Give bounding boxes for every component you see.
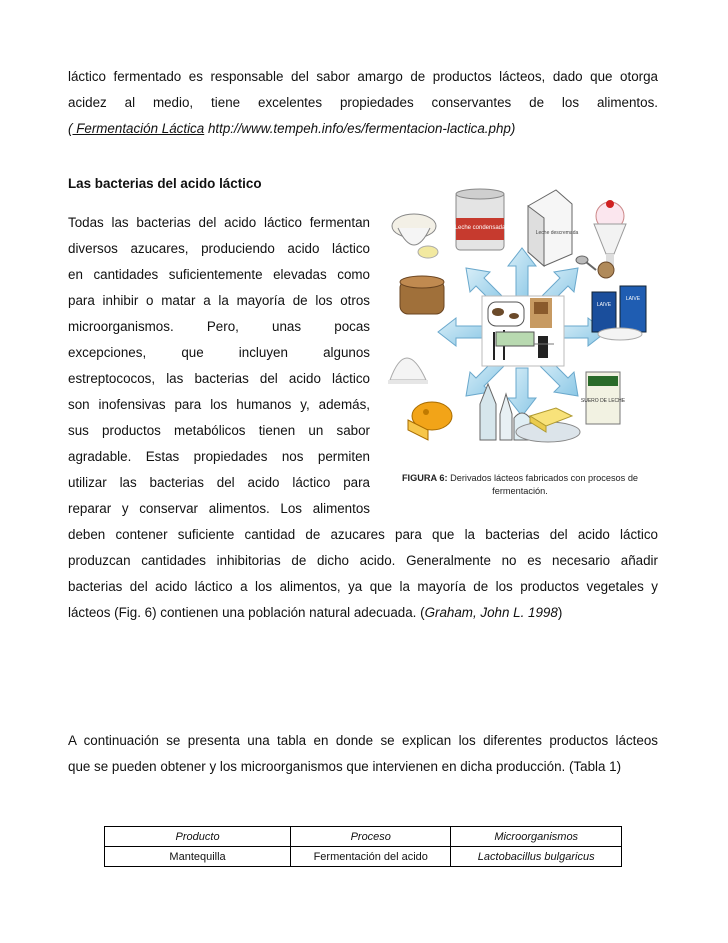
citation-close: ) — [557, 605, 563, 620]
graham-citation: Graham, John L. 1998 — [424, 605, 558, 620]
laive-label-1: LAIVE — [596, 302, 612, 308]
table-intro-line-1: A continuación se presenta una tabla en donde se explican los diferentes productos lácteos — [68, 733, 658, 748]
table-intro-line-2: que se pueden obtener y los microorganismos que intervienen en dicha producción. (Tabla 1) — [68, 759, 622, 774]
suero-label: SUERO DE LECHE — [580, 398, 626, 404]
left-line: microorganismos. Pero, unas pocas — [68, 319, 370, 334]
left-line: agradable. Estas propiedades nos permiten — [68, 449, 370, 464]
intro-line-1: láctico fermentado es responsable del sabor amargo de productos lácteos, dado que otorga — [68, 69, 658, 84]
body-line: produzcan cantidades inhibitorias de dicho acido. Generalmente no es necesario añadir — [68, 553, 658, 568]
cow-milking-icon — [482, 296, 564, 366]
arrow-down-icon — [508, 368, 536, 416]
left-line: son inofensivas para los humanos y, además, — [68, 397, 370, 412]
citation-open: ( — [68, 121, 73, 136]
body-line: bacterias del acido láctico a los alimentos, ya que la mayoría de los productos vegetales y — [68, 579, 658, 594]
caption-label: FIGURA 6: — [401, 473, 448, 483]
intro-line-2: acidez al medio, tiene excelentes propiedades conservantes de los alimentos. — [68, 95, 658, 110]
can-label: Leche condensada — [454, 225, 506, 231]
left-line: diversos azucares, produciendo acido láctico — [68, 241, 370, 256]
yogurt-icon — [392, 214, 438, 258]
left-line: para inhibir o matar a la mayoría de los otros — [68, 293, 370, 308]
dessert-cup-icon — [400, 276, 444, 314]
ice-cream-icon — [594, 200, 626, 268]
intro-citation — [68, 116, 658, 142]
condensed-milk-can-icon — [455, 189, 506, 250]
left-line: reparar y conservar alimentos. Los alimentos — [68, 501, 370, 516]
laive-products-icon — [592, 286, 646, 340]
left-line: en cantidades suficientemente elevadas como — [68, 267, 370, 282]
body-last-text: lácteos (Fig. 6) contienen una población natural adecuada. ( — [68, 605, 425, 620]
header-proceso: Proceso — [291, 827, 451, 847]
header-producto: Producto — [105, 827, 291, 847]
citation-link[interactable]: Fermentación Láctica — [72, 121, 205, 136]
products-table — [104, 826, 622, 867]
cheese-icon — [408, 402, 452, 440]
caption-text: Derivados lácteos fabricados con procesos de fermentación. — [447, 473, 639, 496]
dairy-illustration — [384, 184, 652, 456]
header-microorganismos: Microorganismos — [451, 827, 622, 847]
section-heading: Las bacterias del acido láctico — [68, 176, 262, 191]
arrow-left-icon — [438, 318, 484, 346]
table-row — [105, 847, 622, 867]
cell-producto: Mantequilla — [105, 847, 291, 867]
body-line: deben contener suficiente cantidad de azucares para que la bacterias del acido láctico — [68, 527, 658, 542]
carton-label: Leche descremada — [535, 230, 579, 236]
left-line: utilizar las bacterias del acido láctico para — [68, 475, 370, 490]
suero-bottle-icon — [581, 372, 626, 424]
milk-carton-icon — [528, 190, 578, 266]
laive-label-2: LAIVE — [625, 296, 641, 302]
table-header-row — [105, 827, 622, 847]
citation-url[interactable]: http://www.tempeh.info/es/fermentacion-lactica.php) — [204, 121, 516, 136]
powder-pile-icon — [388, 358, 428, 384]
left-line: Todas las bacterias del acido láctico fermentan — [68, 215, 370, 230]
cell-proceso: Fermentación del acido — [291, 847, 451, 867]
left-line: estreptococos, las bacterias del acido láctico — [68, 371, 370, 386]
figure-caption — [382, 472, 658, 498]
dairy-derivatives-figure — [384, 184, 652, 456]
left-line: excepciones, que incluyen algunos — [68, 345, 370, 360]
cell-microorganismos: Lactobacillus bulgaricus — [451, 847, 622, 867]
body-last-line — [68, 600, 658, 626]
butter-icon — [516, 408, 580, 442]
left-line: sus productos metabólicos tienen un sabor — [68, 423, 370, 438]
